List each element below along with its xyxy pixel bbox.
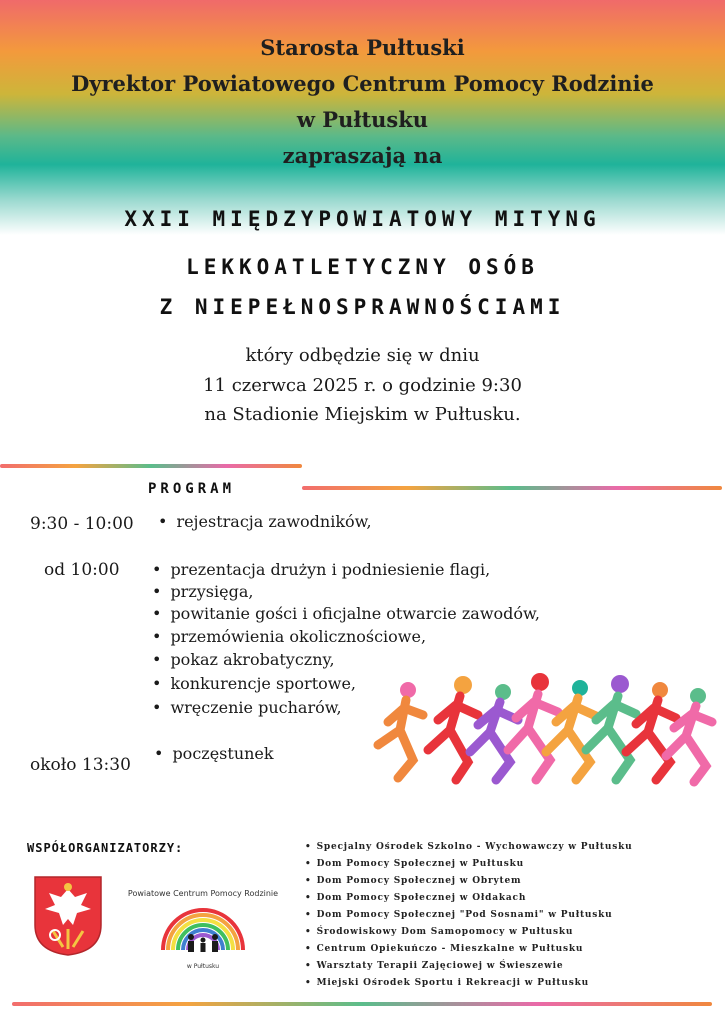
coorganizer-item: • Dom Pomocy Społecznej w Pułtusku xyxy=(305,859,524,869)
runner-figure xyxy=(470,684,518,780)
header-line-invite: zapraszają na xyxy=(282,143,443,168)
program-item: • wręczenie pucharów, xyxy=(152,698,342,717)
program-item: • pokaz akrobatyczny, xyxy=(152,650,335,669)
program-item-refreshments: • poczęstunek xyxy=(154,744,274,763)
pcpr-logo xyxy=(127,880,279,975)
coorganizer-item: • Warsztaty Terapii Zajęciowej w Świeszewie xyxy=(305,961,563,971)
runners-illustration xyxy=(368,670,718,790)
coorganizer-item: • Dom Pomocy Społecznej "Pod Sosnami" w Pułtusku xyxy=(305,910,613,920)
runner-figure xyxy=(378,682,423,778)
coorganizer-item: • Dom Pomocy Społecznej w Ołdakach xyxy=(305,893,526,903)
header-line-starosta: Starosta Pułtuski xyxy=(260,35,465,60)
program-heading: PROGRAM xyxy=(148,481,236,497)
program-item: • konkurencje sportowe, xyxy=(152,674,356,693)
event-info-line-1: który odbędzie się w dniu xyxy=(245,345,480,366)
event-title-line-1: XXII MIĘDZYPOWIATOWY MITYNG xyxy=(124,207,601,231)
program-time-main: od 10:00 xyxy=(44,560,120,580)
coorganizer-item: • Dom Pomocy Społecznej w Obrytem xyxy=(305,876,521,886)
pcpr-logo-text: Powiatowe Centrum Pomocy Rodzinie xyxy=(127,889,279,898)
header-line-dyrektor: Dyrektor Powiatowego Centrum Pomocy Rodzinie xyxy=(71,71,654,96)
runner-figure xyxy=(626,682,676,780)
event-title-line-3: Z NIEPEŁNOSPRAWNOŚCIAMI xyxy=(159,295,566,319)
coorganizer-item: • Środowiskowy Dom Samopomocy w Pułtusku xyxy=(305,927,573,937)
coorganizer-item: • Specjalny Ośrodek Szkolno - Wychowawczy w Pułtusku xyxy=(305,842,632,852)
event-info-date: 11 czerwca 2025 r. o godzinie 9:30 xyxy=(203,375,522,396)
pcpr-logo-subtext: w Pułtusku xyxy=(186,963,220,970)
program-time-refreshments: około 13:30 xyxy=(30,755,131,775)
event-info-venue: na Stadionie Miejskim w Pułtusku. xyxy=(204,404,521,425)
coorganizer-item: • Centrum Opiekuńczo - Mieszkalne w Pułtusku xyxy=(305,944,583,954)
program-item: • powitanie gości i oficjalne otwarcie zawodów, xyxy=(152,604,540,623)
divider-bar-program xyxy=(302,486,722,490)
coorganizers-heading: WSPÓŁORGANIZATORZY: xyxy=(27,841,184,855)
event-title-line-2: LEKKOATLETYCZNY OSÓB xyxy=(186,255,539,279)
runner-figure xyxy=(546,680,596,780)
program-time-registration: 9:30 - 10:00 xyxy=(30,514,134,534)
program-item-registration: • rejestracja zawodników, xyxy=(158,512,372,531)
runner-figure xyxy=(508,673,558,780)
divider-bar-top xyxy=(0,464,302,468)
program-item: • przemówienia okolicznościowe, xyxy=(152,627,426,646)
header-line-place: w Pułtusku xyxy=(296,107,429,132)
coorganizer-item: • Miejski Ośrodek Sportu i Rekreacji w Pułtusku xyxy=(305,978,589,988)
program-item: • przysięga, xyxy=(152,582,253,601)
runner-figure xyxy=(666,688,712,782)
coat-of-arms-logo xyxy=(33,875,103,957)
runner-figure xyxy=(428,676,478,780)
divider-bar-bottom xyxy=(12,1002,712,1006)
program-item: • prezentacja drużyn i podniesienie flagi, xyxy=(152,560,490,579)
